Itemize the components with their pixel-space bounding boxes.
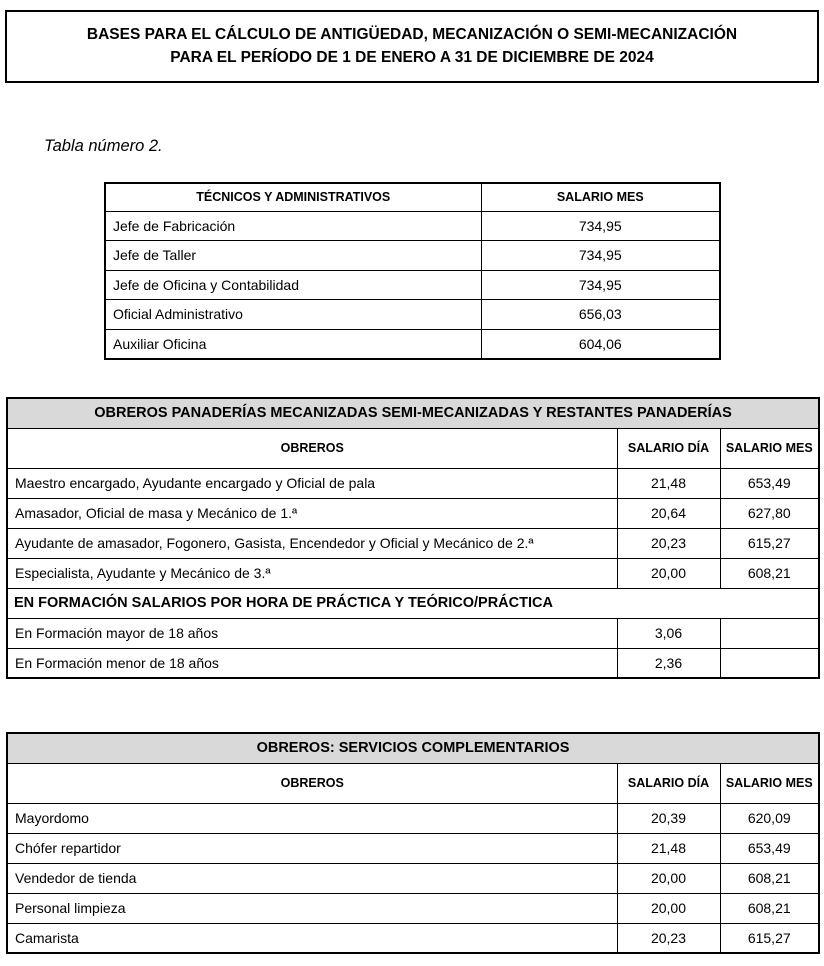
column-header-salario-mes: SALARIO MES (720, 763, 819, 803)
table-row (7, 893, 819, 923)
role-cell: En Formación menor de 18 años (7, 648, 617, 678)
section-header: EN FORMACIÓN SALARIOS POR HORA DE PRÁCTICA Y TEÓRICO/PRÁCTICA (7, 588, 819, 618)
role-cell: Mayordomo (7, 803, 617, 833)
section-header-row (7, 588, 819, 618)
salario-mes-cell: 604,06 (481, 329, 720, 359)
salario-mes-cell (720, 618, 819, 648)
salario-mes-cell: 653,49 (720, 468, 819, 498)
table-title-row (7, 398, 819, 428)
table-row (7, 863, 819, 893)
header-row (105, 183, 720, 211)
table-row (7, 618, 819, 648)
table-row (7, 468, 819, 498)
table-row (7, 558, 819, 588)
salario-dia-cell: 2,36 (617, 648, 720, 678)
role-cell: Chófer repartidor (7, 833, 617, 863)
salario-mes-cell: 608,21 (720, 558, 819, 588)
table-row (7, 833, 819, 863)
table-title-band: OBREROS: SERVICIOS COMPLEMENTARIOS (7, 733, 819, 763)
salario-dia-cell: 20,00 (617, 893, 720, 923)
role-cell: Auxiliar Oficina (105, 329, 481, 359)
salario-mes-cell: 734,95 (481, 241, 720, 271)
salario-dia-cell: 20,39 (617, 803, 720, 833)
column-header-salario-mes: SALARIO MES (481, 183, 720, 211)
role-cell: Jefe de Taller (105, 241, 481, 271)
role-cell: Jefe de Oficina y Contabilidad (105, 270, 481, 300)
column-header-salario-mes: SALARIO MES (720, 428, 819, 468)
column-header-obreros: OBREROS (7, 428, 617, 468)
role-cell: Vendedor de tienda (7, 863, 617, 893)
salario-dia-cell: 21,48 (617, 468, 720, 498)
panaderias-table (6, 397, 820, 679)
tecnicos-table (104, 182, 721, 360)
salario-dia-cell: 20,64 (617, 498, 720, 528)
salario-mes-cell: 608,21 (720, 893, 819, 923)
header-row (7, 763, 819, 803)
document-title-line2: PARA EL PERÍODO DE 1 DE ENERO A 31 DE DICIEMBRE DE 2024 (170, 49, 654, 67)
salario-dia-cell: 20,23 (617, 923, 720, 953)
table-row (105, 241, 720, 271)
column-header-salario-dia: SALARIO DÍA (617, 428, 720, 468)
table-row (105, 300, 720, 330)
salario-mes-cell: 615,27 (720, 528, 819, 558)
column-header-obreros: OBREROS (7, 763, 617, 803)
table-title-row (7, 733, 819, 763)
role-cell: Oficial Administrativo (105, 300, 481, 330)
table-row (7, 803, 819, 833)
role-cell: Personal limpieza (7, 893, 617, 923)
table-title-band: OBREROS PANADERÍAS MECANIZADAS SEMI-MECANIZADAS Y RESTANTES PANADERÍAS (7, 398, 819, 428)
salario-dia-cell: 20,00 (617, 558, 720, 588)
salario-dia-cell: 20,00 (617, 863, 720, 893)
salario-mes-cell: 608,21 (720, 863, 819, 893)
salario-mes-cell: 734,95 (481, 270, 720, 300)
role-cell: Jefe de Fabricación (105, 211, 481, 241)
role-cell: Especialista, Ayudante y Mecánico de 3.ª (7, 558, 617, 588)
header-row (7, 428, 819, 468)
table-row (7, 528, 819, 558)
role-cell: Camarista (7, 923, 617, 953)
role-cell: En Formación mayor de 18 años (7, 618, 617, 648)
salario-mes-cell: 656,03 (481, 300, 720, 330)
role-cell: Amasador, Oficial de masa y Mecánico de 1.ª (7, 498, 617, 528)
table-row (105, 270, 720, 300)
column-header-salario-dia: SALARIO DÍA (617, 763, 720, 803)
salario-dia-cell: 3,06 (617, 618, 720, 648)
salario-mes-cell: 615,27 (720, 923, 819, 953)
table-row (105, 329, 720, 359)
table-row (7, 923, 819, 953)
table-row (7, 648, 819, 678)
salario-dia-cell: 21,48 (617, 833, 720, 863)
servicios-table (6, 732, 820, 954)
salario-mes-cell: 620,09 (720, 803, 819, 833)
table-caption: Tabla número 2. (44, 137, 163, 155)
role-cell: Maestro encargado, Ayudante encargado y Oficial de pala (7, 468, 617, 498)
document-title-box (5, 10, 819, 83)
role-cell: Ayudante de amasador, Fogonero, Gasista, Encendedor y Oficial y Mecánico de 2.ª (7, 528, 617, 558)
salario-mes-cell: 627,80 (720, 498, 819, 528)
salario-mes-cell: 653,49 (720, 833, 819, 863)
table-row (7, 498, 819, 528)
salario-mes-cell (720, 648, 819, 678)
table-row (105, 211, 720, 241)
column-header-tecnicos: TÉCNICOS Y ADMINISTRATIVOS (105, 183, 481, 211)
salario-dia-cell: 20,23 (617, 528, 720, 558)
document-title-line1: BASES PARA EL CÁLCULO DE ANTIGÜEDAD, MECANIZACIÓN O SEMI-MECANIZACIÓN (86, 26, 738, 43)
salario-mes-cell: 734,95 (481, 211, 720, 241)
